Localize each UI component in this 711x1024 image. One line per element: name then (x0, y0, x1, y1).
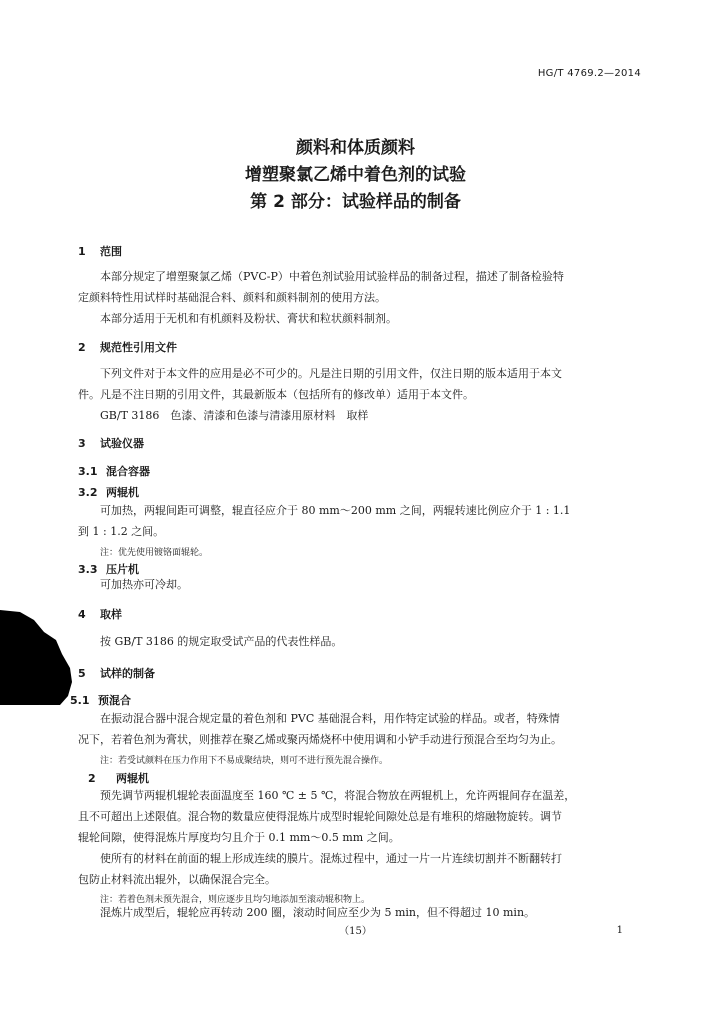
footer-mark: 1 (616, 925, 623, 936)
section-title: 试验仪器 (100, 437, 144, 450)
section-title: 混合容器 (106, 465, 150, 478)
paragraph: 本部分适用于无机和有机颜料及粉状、膏状和粒状颜料制剂。 (100, 312, 397, 325)
section-number: 3 (78, 437, 86, 450)
standard-number: HG/T 4769.2—2014 (537, 68, 641, 79)
paragraph: 可加热亦可冷却。 (100, 578, 188, 591)
subsection-3-1-heading (78, 463, 150, 479)
subsection-5-1-heading (70, 692, 131, 708)
section-title: 试样的制备 (100, 667, 155, 680)
note: 注：若着色剂未预先混合，则应逐步且均匀地添加至滚动辊积物上。 (100, 895, 371, 905)
note: 注：优先使用镀铬面辊轮。 (100, 548, 209, 558)
paragraph: 按 GB/T 3186 的规定取受试产品的代表性样品。 (100, 635, 343, 648)
section-number: 3.3 (78, 563, 98, 576)
section-4-heading (78, 606, 122, 622)
section-5-heading (78, 665, 155, 681)
section-title: 规范性引用文件 (100, 341, 177, 354)
paragraph: 下列文件对于本文件的应用是必不可少的。凡是注日期的引用文件，仅注日期的版本适用于本文 (100, 367, 562, 380)
section-number: 1 (78, 245, 86, 258)
subsection-5-2-heading (88, 770, 149, 786)
paragraph: 预先调节两辊机辊轮表面温度至 160 ℃ ± 5 ℃，将混合物放在两辊机上，允许两辊间存在温差， (100, 789, 576, 802)
section-title: 范围 (100, 245, 122, 258)
section-title: 两辊机 (116, 772, 149, 785)
section-number: 4 (78, 608, 86, 621)
paragraph: 使所有的材料在前面的辊上形成连续的膜片。混炼过程中，通过一片一片连续切割并不断翻转打 (100, 852, 562, 865)
section-2-heading (78, 339, 177, 355)
paragraph: 定颜料特性用试样时基础混合料、颜料和颜料制剂的使用方法。 (78, 291, 386, 304)
title-line-1: 颜料和体质颜料 (296, 138, 415, 158)
paragraph: 在振动混合器中混合规定量的着色剂和 PVC 基础混合料，用作特定试验的样品。或者，特殊情 (100, 712, 560, 725)
section-title: 两辊机 (106, 486, 139, 499)
subsection-3-2-heading (78, 484, 139, 500)
section-1-heading (78, 243, 122, 259)
paragraph: 到 1 : 1.2 之间。 (78, 525, 165, 538)
section-title: 压片机 (106, 563, 139, 576)
paragraph: 包防止材料流出辊外，以确保混合完全。 (78, 873, 276, 886)
paragraph: 混炼片成型后，辊轮应再转动 200 圈，滚动时间应至少为 5 min，但不得超过 10 min。 (100, 906, 536, 919)
note: 注：若受试颜料在压力作用下不易成聚结块，则可不进行预先混合操作。 (100, 756, 389, 766)
section-3-heading (78, 435, 144, 451)
section-number: 5.1 (70, 694, 90, 707)
title-line-3: 第 2 部分：试验样品的制备 (250, 192, 461, 212)
section-number: 2 (88, 772, 96, 785)
reference-item: GB/T 3186 色漆、清漆和色漆与清漆用原材料 取样 (100, 409, 369, 422)
paragraph: 辊轮间隙，使得混炼片厚度均匀且介于 0.1 mm～0.5 mm 之间。 (78, 831, 400, 844)
page-number: （15） (339, 926, 372, 937)
paragraph: 本部分规定了增塑聚氯乙烯（PVC-P）中着色剂试验用试验样品的制备过程，描述了制备检验特 (100, 270, 564, 283)
section-title: 预混合 (98, 694, 131, 707)
section-number: 3.2 (78, 486, 98, 499)
scan-shadow-artifact (0, 610, 72, 705)
section-title: 取样 (100, 608, 122, 621)
paragraph: 件。凡是不注日期的引用文件，其最新版本（包括所有的修改单）适用于本文件。 (78, 388, 474, 401)
paragraph: 且不可超出上述限值。混合物的数量应使得混炼片成型时辊轮间隙处总是有堆积的熔融物旋转。调节 (78, 810, 562, 823)
section-number: 2 (78, 341, 86, 354)
paragraph: 况下，若着色剂为膏状，则推荐在聚乙烯或聚丙烯烧杯中使用调和小铲手动进行预混合至均匀为止。 (78, 733, 562, 746)
paragraph: 可加热，两辊间距可调整，辊直径应介于 80 mm～200 mm 之间，两辊转速比例应介于 1 : 1.1 (100, 504, 571, 517)
title-line-2: 增塑聚氯乙烯中着色剂的试验 (245, 165, 466, 185)
section-number: 3.1 (78, 465, 98, 478)
section-number: 5 (78, 667, 86, 680)
